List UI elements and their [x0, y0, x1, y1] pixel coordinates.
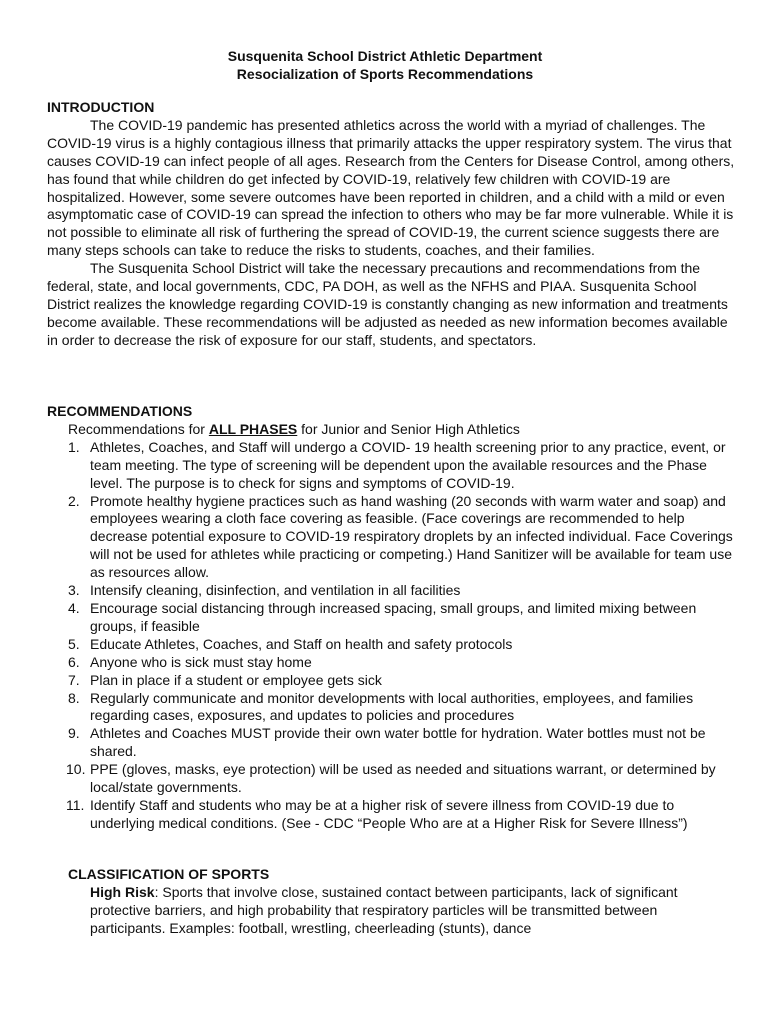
list-item	[47, 600, 737, 636]
list-item-text: Educate Athletes, Coaches, and Staff on health and safety protocols	[90, 635, 513, 652]
list-item-number: 6.	[68, 653, 80, 670]
list-item-text: Regularly communicate and monitor developments with local authorities, employees, and families regarding cases, exposures, and updates to policies and procedures	[90, 689, 694, 724]
list-item	[47, 690, 737, 726]
recommendations-list	[47, 439, 737, 833]
list-item-number: 5.	[68, 635, 80, 652]
list-item-number: 10.	[66, 761, 86, 778]
list-item	[47, 439, 737, 493]
list-item-number: 7.	[68, 671, 80, 688]
list-item	[47, 582, 737, 600]
list-item	[47, 761, 737, 797]
introduction-heading: INTRODUCTION	[47, 99, 155, 115]
recommendations-heading: RECOMMENDATIONS	[47, 403, 193, 419]
subheading-text-before: Recommendations for	[68, 420, 209, 437]
list-item	[47, 797, 737, 833]
list-item-number: 4.	[68, 599, 80, 616]
classification-heading: CLASSIFICATION OF SPORTS	[68, 866, 270, 882]
introduction-paragraph-2: The Susquenita School District will take the necessary precautions and recommendations from the federal, state, and local governments, CDC, PA DOH, as well as the NFHS and PIAA. Susquenita School District realizes the knowledge regarding COVID-19 is constantly changing as new information and treatments become available. These recommendations will be adjusted as needed as new information becomes available in order to decrease the risk of exposure for our staff, students, and spectators.	[47, 260, 728, 348]
list-item	[47, 493, 737, 583]
list-item-number: 2.	[68, 492, 80, 509]
all-phases-emphasis: ALL PHASES	[208, 420, 298, 437]
list-item-text: Encourage social distancing through increased spacing, small groups, and limited mixing between groups, if feasible	[90, 599, 697, 634]
list-item-number: 9.	[68, 725, 80, 742]
list-item-text: Plan in place if a student or employee gets sick	[90, 671, 382, 688]
list-item	[47, 672, 737, 690]
list-item-text: Athletes, Coaches, and Staff will undergo a COVID- 19 health screening prior to any practice, event, or team meeting. The type of screening will be dependent upon the available resources and the Phase level. The purpose is to check for signs and symptoms of COVID-19.	[90, 438, 726, 491]
introduction-section	[47, 99, 737, 350]
high-risk-label: High Risk	[90, 883, 155, 900]
list-item-number: 3.	[68, 582, 80, 599]
list-item-text: PPE (gloves, masks, eye protection) will be used as needed and situations warrant, or determined by local/state governments.	[90, 761, 716, 796]
classification-section	[68, 866, 733, 938]
list-item-text: Athletes and Coaches MUST provide their own water bottle for hydration. Water bottles must not be shared.	[90, 725, 706, 760]
list-item-number: 11.	[66, 796, 85, 813]
recommendations-section	[47, 403, 737, 833]
list-item-text: Identify Staff and students who may be at a higher risk of severe illness from COVID-19 due to underlying medical conditions. (See - CDC “People Who are at a Higher Risk for Severe Illness”)	[90, 796, 688, 831]
high-risk-paragraph	[90, 884, 733, 938]
list-item-number: 1.	[68, 438, 80, 455]
document-title: Susquenita School District Athletic Department	[227, 48, 543, 64]
list-item-number: 8.	[68, 689, 80, 706]
list-item-text: Intensify cleaning, disinfection, and ventilation in all facilities	[90, 582, 461, 599]
high-risk-text: : Sports that involve close, sustained contact between participants, lack of significant protective barriers, and high probability that respiratory particles will be transmitted between participants. Examples: football, wrestling, cheerleading (stunts), dance	[90, 883, 678, 936]
list-item-text: Anyone who is sick must stay home	[90, 653, 312, 670]
list-item	[47, 725, 737, 761]
list-item	[47, 636, 737, 654]
subheading-text-after: for Junior and Senior High Athletics	[297, 420, 520, 437]
introduction-paragraph-1: The COVID-19 pandemic has presented athletics across the world with a myriad of challenges. The COVID-19 virus is a highly contagious illness that primarily attacks the upper respiratory system. The virus that causes COVID-19 can infect people of all ages. Research from the Centers for Disease Control, among others, has found that while children do get infected by COVID-19, relatively few children with COVID-19 are hospitalized. However, some severe outcomes have been reported in children, and a child with a mild or even asymptomatic case of COVID-19 can spread the infection to others who may be far more vulnerable. While it is not possible to eliminate all risk of furthering the spread of COVID-19, the current science suggests there are many steps schools can take to reduce the risks to students, coaches, and their families.	[47, 116, 735, 259]
recommendations-subheading	[68, 421, 737, 439]
document-subtitle: Resocialization of Sports Recommendations	[236, 66, 534, 82]
list-item	[47, 654, 737, 672]
list-item-text: Promote healthy hygiene practices such as hand washing (20 seconds with warm water and soap) and employees wearing a cloth face covering as feasible. (Face coverings are recommended to help decrease potential exposure to COVID-19 respiratory droplets by an infected individual. Face Coverings will not be used for athletes while practicing or competing.) Hand Sanitizer will be available for team use as resources allow.	[90, 492, 733, 581]
